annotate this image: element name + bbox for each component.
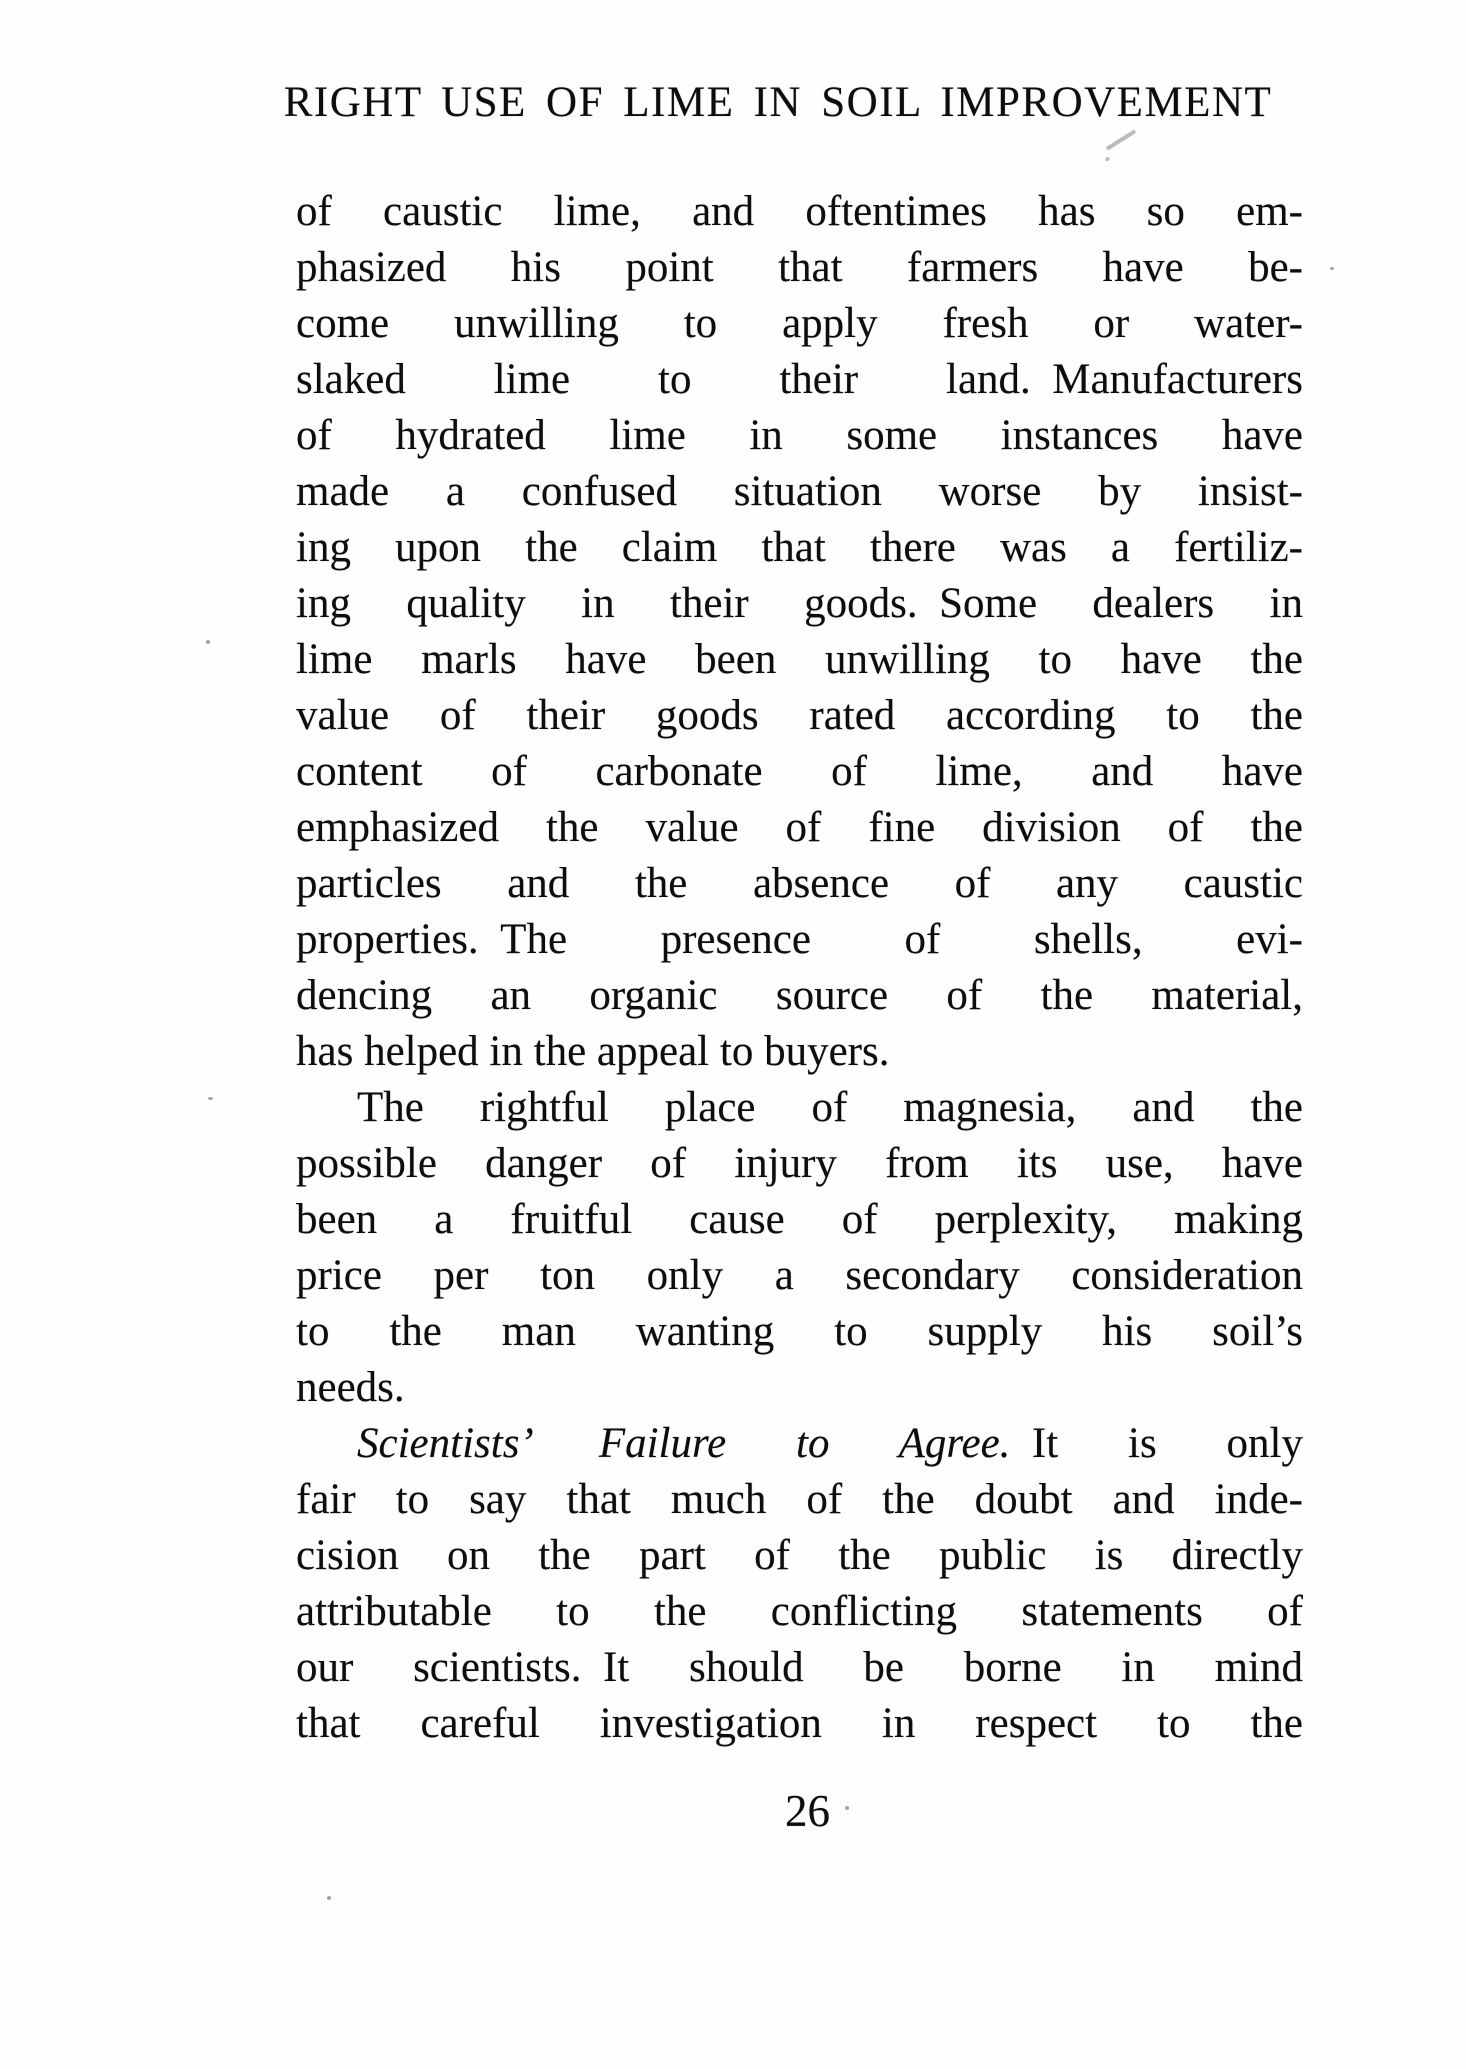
text-line: of hydrated lime in some instances have: [296, 412, 1303, 459]
text-line: fair to say that much of the doubt and inde-: [296, 1476, 1303, 1523]
text-line: of caustic lime, and oftentimes has so em-: [296, 188, 1303, 235]
text-line: content of carbonate of lime, and have: [296, 748, 1303, 795]
text-line: attributable to the conflicting statements of: [296, 1588, 1303, 1635]
text-line: particles and the absence of any caustic: [296, 860, 1303, 907]
ink-smudge: [1106, 129, 1137, 150]
body-text: [296, 184, 1303, 1752]
text-line: Scientists’ Failure to Agree. It is only: [357, 1420, 1303, 1467]
text-line: price per ton only a secondary consideration: [296, 1252, 1303, 1299]
text-line: has helped in the appeal to buyers.: [296, 1028, 890, 1075]
text-line: needs.: [296, 1364, 405, 1411]
text-line: emphasized the value of fine division of the: [296, 804, 1303, 851]
text-line: made a confused situation worse by insist-: [296, 468, 1303, 515]
scan-speck: [1330, 267, 1334, 270]
italic-lead: Scientists’ Failure to Agree.: [357, 1420, 1011, 1467]
scan-speck: [206, 640, 210, 644]
text-line: phasized his point that farmers have be-: [296, 244, 1303, 291]
text-line: cision on the part of the public is directly: [296, 1532, 1303, 1579]
scan-speck: [208, 1097, 213, 1100]
page-number: 26: [785, 1786, 830, 1836]
text-line: The rightful place of magnesia, and the: [357, 1084, 1303, 1131]
text-line: properties. The presence of shells, evi-: [296, 916, 1303, 963]
text-line: our scientists. It should be borne in mind: [296, 1644, 1303, 1691]
running-header: RIGHT USE OF LIME IN SOIL IMPROVEMENT: [283, 79, 1273, 126]
text-line: slaked lime to their land. Manufacturers: [296, 356, 1303, 403]
text-line: lime marls have been unwilling to have the: [296, 636, 1303, 683]
text-line: dencing an organic source of the material,: [296, 972, 1303, 1019]
text-line: come unwilling to apply fresh or water-: [296, 300, 1303, 347]
scan-speck: [327, 1896, 331, 1900]
text-line: ing quality in their goods. Some dealers in: [296, 580, 1303, 627]
text-line: that careful investigation in respect to the: [296, 1700, 1303, 1747]
text-line: to the man wanting to supply his soil’s: [296, 1308, 1303, 1355]
text-line: value of their goods rated according to the: [296, 692, 1303, 739]
text-line: possible danger of injury from its use, have: [296, 1140, 1303, 1187]
text-line: been a fruitful cause of perplexity, making: [296, 1196, 1303, 1243]
text-line: ing upon the claim that there was a fertiliz-: [296, 524, 1303, 571]
